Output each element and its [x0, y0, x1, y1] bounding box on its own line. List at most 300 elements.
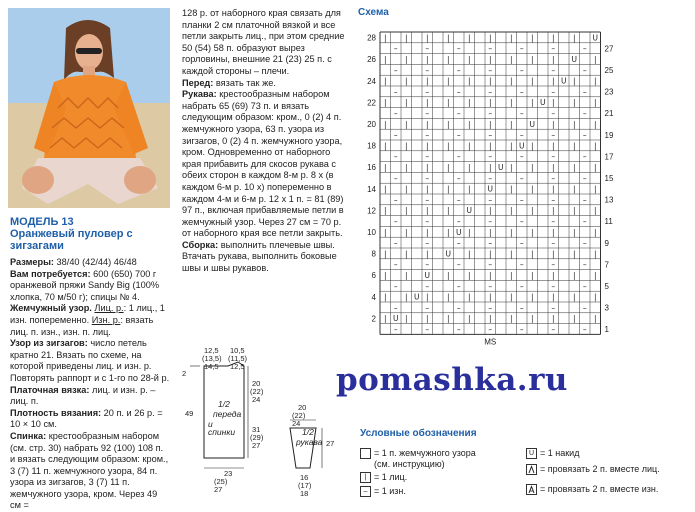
chart-cell-mark: –	[582, 325, 587, 335]
chart-cell-mark: –	[551, 195, 556, 205]
chart-cell-mark: |	[572, 271, 576, 281]
chart-cell-mark: –	[393, 173, 398, 183]
chart-cell-mark: |	[509, 141, 513, 151]
chart-cell-mark: –	[519, 109, 524, 119]
chart-cell-mark: –	[425, 109, 430, 119]
chart-cell-mark: –	[456, 109, 461, 119]
sleeve-bottom-18: 18	[300, 489, 309, 498]
chart-cell-mark: |	[446, 163, 450, 173]
chart-cell-mark: –	[425, 325, 430, 335]
chart-cell-mark: |	[467, 76, 471, 86]
chart-cell-mark: –	[456, 217, 461, 227]
chart-ms-label: MS	[484, 337, 497, 347]
legend-yarnover: = 1 накид	[540, 448, 580, 458]
dim-right-31: 31	[252, 425, 261, 434]
sleeves-value: крестообразным набором набрать 65 (69) 73 п. и вязать следующим образом: кром., 0 (2) 4 п. жемчужного узора, 63 п. узора из зигзагов, 0 (2) 4 п. жемчужного узора, кром. Одновременно от наборного края прибавить для скосов рукава с обеих сторон в каждом 8-м р. 8 х (в каждом 6-м р. 10 х) попеременно в каждом 4-м и 6-м р. 12 х 1 п. = 81 (89) 97 п., включая прибавляемые петли в жемчужный узор. Через 27 см = 70 р. от наборного края все петли закрыть.	[182, 89, 344, 239]
chart-cell-mark: |	[593, 206, 597, 216]
chart-row-label-right: 7	[604, 260, 609, 270]
chart-cell-mark: |	[425, 314, 429, 324]
chart-cell-mark: –	[488, 325, 493, 335]
chart-row-label-left: 12	[367, 206, 376, 216]
chart-cell-mark: |	[488, 271, 492, 281]
chart-cell-mark: |	[467, 141, 471, 151]
sleeve-right-27: 27	[326, 439, 335, 448]
chart-cell-mark: –	[425, 195, 430, 205]
chart-cell-mark: |	[383, 249, 387, 259]
chart-cell-mark: |	[509, 76, 513, 86]
chart-cell-mark: |	[551, 119, 555, 129]
chart-cell-mark: U	[540, 98, 546, 108]
watermark: pomashka.ru	[336, 362, 568, 398]
sleeve-bottom-17: (17)	[298, 481, 312, 490]
chart-cell-mark: |	[551, 184, 555, 194]
chart-cell-mark: –	[425, 260, 430, 270]
chart-cell-mark: |	[404, 33, 408, 43]
empty-square-icon	[360, 448, 371, 459]
chart-cell-mark: |	[488, 33, 492, 43]
chart-cell-mark: |	[509, 55, 513, 65]
chart-cell-mark: |	[530, 141, 534, 151]
chart-cell-mark: |	[593, 76, 597, 86]
chart-cell-mark: –	[456, 238, 461, 248]
chart-cell-mark: –	[582, 87, 587, 97]
chart-cell-mark: |	[446, 227, 450, 237]
plain-label: Платочная вязка:	[10, 384, 90, 395]
chart-row-label-right: 15	[604, 174, 614, 184]
chart-cell-mark: |	[593, 292, 597, 302]
chart-cell-mark: –	[393, 217, 398, 227]
sleeves-label: Рукава:	[182, 89, 217, 100]
chart-cell-mark: –	[456, 303, 461, 313]
chart-cell-mark: –	[488, 281, 493, 291]
chart-row-label-left: 24	[367, 76, 376, 86]
dim-bottom-23: 23	[224, 469, 233, 478]
chart-cell-mark: |	[383, 184, 387, 194]
chart-row-label-left: 8	[371, 249, 376, 259]
legend-purl: = 1 изн.	[374, 486, 406, 496]
chart-cell-mark: |	[530, 163, 534, 173]
chart-cell-mark: |	[404, 141, 408, 151]
dim-bottom-25: (25) 27	[214, 477, 228, 494]
chart-cell-mark: –	[519, 152, 524, 162]
chart-cell-mark: –	[551, 238, 556, 248]
chart-cell-mark: |	[425, 141, 429, 151]
chart-cell-mark: –	[425, 173, 430, 183]
chart-row-label-left: 28	[367, 33, 376, 43]
chart-cell-mark: |	[488, 227, 492, 237]
legend-item-k2tog	[526, 464, 660, 475]
chart-cell-mark: –	[551, 303, 556, 313]
density-label: Плотность вязания:	[10, 407, 102, 418]
chart-cell-mark: –	[519, 325, 524, 335]
scheme-title: Схема	[358, 7, 389, 18]
legend-p2tog: = провязать 2 п. вместе изн.	[540, 484, 659, 494]
sleeve-bottom-16: 16	[300, 473, 309, 482]
legend-k2tog: = провязать 2 п. вместе лиц.	[540, 464, 660, 474]
chart-cell-mark: |	[593, 314, 597, 324]
back-continued: 128 р. от наборного края связать для планки 2 см платочной вязкой и все петли закрыть лиц., при этом средние 50 (54) 58 п. образуют вырез горловины, внешние 21 (23) 25 п. с каждой стороны – плечи.	[182, 8, 345, 76]
chart-cell-mark: |	[404, 55, 408, 65]
chart-cell-mark: |	[404, 314, 408, 324]
chart-cell-mark: |	[551, 55, 555, 65]
chart-cell-mark: |	[383, 314, 387, 324]
chart-cell-mark: –	[488, 44, 493, 54]
chart-cell-mark: –	[393, 238, 398, 248]
chart-cell-mark: U	[424, 271, 430, 281]
chart-cell-mark: |	[530, 76, 534, 86]
chart-cell-mark: |	[446, 141, 450, 151]
legend-item-purl	[360, 486, 406, 497]
chart-cell-mark: |	[446, 206, 450, 216]
chart-cell-mark: |	[572, 184, 576, 194]
chart-row-label-right: 23	[604, 87, 614, 97]
chart-row-label-left: 22	[367, 98, 376, 108]
chart-cell-mark: –	[519, 195, 524, 205]
chart-cell-mark: |	[509, 184, 513, 194]
chart-cell-mark: |	[488, 76, 492, 86]
chart-cell-mark: –	[582, 238, 587, 248]
chart-cell-mark: |	[551, 141, 555, 151]
chart-cell-mark: |	[530, 249, 534, 259]
chart-row-label-right: 19	[604, 130, 614, 140]
chart-cell-mark: |	[530, 184, 534, 194]
chart-cell-mark: |	[572, 119, 576, 129]
pearl-text-1: : 1 лиц., 1 изн. попеременно.	[10, 303, 165, 325]
chart-cell-mark: |	[551, 163, 555, 173]
chart-cell-mark: |	[530, 98, 534, 108]
chart-cell-mark: U	[487, 184, 493, 194]
chart-cell-mark: |	[425, 76, 429, 86]
chart-cell-mark: |	[551, 314, 555, 324]
chart-cell-mark: |	[593, 227, 597, 237]
chart-cell-mark: U	[529, 119, 535, 129]
front-label: Перед:	[182, 77, 214, 88]
dim-right-27: 27	[252, 441, 261, 450]
chart-cell-mark: –	[519, 217, 524, 227]
density-value: 20 п. и 26 р. = 10 × 10 см.	[10, 407, 163, 430]
chart-row-label-left: 10	[367, 228, 376, 238]
chart-cell-mark: U	[498, 163, 504, 173]
chart-cell-mark: |	[446, 292, 450, 302]
chart-cell-mark: |	[509, 249, 513, 259]
chart-cell-mark: –	[393, 130, 398, 140]
dim-right-29: (29)	[250, 433, 264, 442]
chart-cell-mark: –	[582, 130, 587, 140]
chart-cell-mark: |	[530, 271, 534, 281]
legend-pearl-1: = 1 п. жемчужного узора	[374, 448, 476, 458]
body-label-1: 1/2	[218, 399, 230, 409]
chart-cell-mark: –	[425, 87, 430, 97]
dim-right-20: 20	[252, 379, 261, 388]
chart-cell-mark: |	[404, 163, 408, 173]
chart-cell-mark: –	[519, 87, 524, 97]
chart-cell-mark: |	[530, 55, 534, 65]
instructions-column-1	[10, 216, 170, 512]
chart-cell-mark: |	[551, 292, 555, 302]
chart-cell-mark: –	[488, 130, 493, 140]
chart-cell-mark: –	[582, 173, 587, 183]
chart-cell-mark: |	[488, 249, 492, 259]
chart-cell-mark: –	[425, 281, 430, 291]
chart-cell-mark: –	[488, 217, 493, 227]
chart-cell-mark: –	[456, 87, 461, 97]
need-value: 600 (650) 700 г оранжевой пряжи Sandy Big (100% хлопка, 70 м/50 г); спицы № 4.	[10, 268, 160, 302]
chart-cell-mark: |	[551, 249, 555, 259]
chart-row-label-right: 17	[604, 152, 614, 162]
chart-cell-mark: –	[393, 195, 398, 205]
chart-cell-mark: |	[593, 271, 597, 281]
front-value: вязать так же.	[213, 77, 276, 88]
chart-cell-mark: |	[383, 141, 387, 151]
chart-cell-mark: –	[393, 281, 398, 291]
legend-title: Условные обозначения	[360, 428, 477, 439]
pearl-label: Жемчужный узор.	[10, 303, 92, 314]
chart-cell-mark: –	[488, 109, 493, 119]
chart-cell-mark: |	[446, 271, 450, 281]
chart-cell-mark: |	[446, 33, 450, 43]
chart-cell-mark: |	[383, 271, 387, 281]
pearl-text-2: : вязать лиц. п. изн., изн. п. лиц.	[10, 314, 154, 337]
chart-cell-mark: |	[467, 249, 471, 259]
legend-item-knit	[360, 472, 407, 483]
chart-cell-mark: –	[519, 65, 524, 75]
chart-cell-mark: |	[593, 141, 597, 151]
chart-cell-mark: U	[592, 33, 598, 43]
chart-cell-mark: U	[561, 76, 567, 86]
chart-cell-mark: |	[572, 249, 576, 259]
chart-cell-mark: U	[466, 206, 472, 216]
chart-cell-mark: |	[509, 227, 513, 237]
chart-cell-mark: –	[488, 173, 493, 183]
k2tog-icon	[526, 464, 537, 475]
chart-cell-mark: |	[572, 163, 576, 173]
chart-cell-mark: –	[582, 281, 587, 291]
chart-cell-mark: |	[467, 292, 471, 302]
chart-cell-mark: |	[383, 55, 387, 65]
chart-cell-mark: –	[425, 217, 430, 227]
chart-cell-mark: –	[582, 303, 587, 313]
chart-cell-mark: –	[456, 152, 461, 162]
chart-cell-mark: |	[593, 184, 597, 194]
chart-cell-mark: |	[530, 227, 534, 237]
model-title: МОДЕЛЬ 13	[10, 216, 74, 228]
chart-cell-mark: |	[572, 76, 576, 86]
chart-cell-mark: –	[551, 87, 556, 97]
chart-cell-mark: |	[383, 292, 387, 302]
chart-cell-mark: –	[456, 130, 461, 140]
back-label: Спинка:	[10, 430, 47, 441]
chart-cell-mark: |	[509, 314, 513, 324]
chart-cell-mark: –	[393, 260, 398, 270]
chart-cell-mark: |	[572, 141, 576, 151]
chart-cell-mark: |	[467, 184, 471, 194]
chart-cell-mark: |	[509, 292, 513, 302]
chart-cell-mark: –	[456, 44, 461, 54]
chart-cell-mark: –	[456, 260, 461, 270]
chart-cell-mark: –	[582, 195, 587, 205]
chart-cell-mark: –	[582, 109, 587, 119]
chart-cell-mark: |	[446, 98, 450, 108]
chart-cell-mark: |	[551, 76, 555, 86]
chart-cell-mark: |	[404, 206, 408, 216]
pearl-izn: Изн. р.	[91, 314, 121, 325]
chart-cell-mark: |	[530, 206, 534, 216]
chart-row-label-right: 3	[604, 303, 609, 313]
chart-row-label-right: 13	[604, 195, 614, 205]
chart-cell-mark: |	[572, 227, 576, 237]
chart-cell-mark: –	[425, 238, 430, 248]
chart-row-label-right: 21	[604, 109, 614, 119]
chart-cell-mark: |	[425, 55, 429, 65]
chart-cell-mark: |	[446, 184, 450, 194]
chart-cell-mark: –	[393, 325, 398, 335]
chart-cell-mark: |	[572, 33, 576, 43]
chart-cell-mark: –	[551, 281, 556, 291]
chart-cell-mark: |	[425, 33, 429, 43]
chart-cell-mark: |	[488, 314, 492, 324]
dim-left-2: 2	[182, 369, 187, 378]
chart-cell-mark: –	[551, 65, 556, 75]
chart-cell-mark: –	[582, 217, 587, 227]
chart-cell-mark: –	[488, 152, 493, 162]
chart-cell-mark: –	[551, 217, 556, 227]
chart-cell-mark: |	[404, 184, 408, 194]
knitting-chart	[360, 22, 614, 348]
chart-cell-mark: –	[393, 303, 398, 313]
assembly-label: Сборка:	[182, 239, 219, 250]
chart-cell-mark: –	[425, 130, 430, 140]
chart-cell-mark: |	[551, 227, 555, 237]
chart-cell-mark: |	[446, 314, 450, 324]
chart-cell-mark: –	[393, 65, 398, 75]
chart-cell-mark: –	[425, 65, 430, 75]
chart-row-label-left: 2	[371, 314, 376, 324]
legend-item-yarnover	[526, 448, 579, 459]
assembly-value: выполнить плечевые швы. Втачать рукава, выполнить боковые швы и швы рукавов.	[182, 239, 337, 274]
dim-left-49: 49	[185, 409, 194, 418]
chart-cell-mark: |	[530, 33, 534, 43]
chart-cell-mark: –	[425, 303, 430, 313]
chart-cell-mark: |	[509, 33, 513, 43]
chart-cell-mark: |	[488, 141, 492, 151]
chart-cell-mark: |	[509, 98, 513, 108]
chart-cell-mark: –	[582, 260, 587, 270]
chart-cell-mark: |	[593, 249, 597, 259]
chart-cell-mark: –	[456, 65, 461, 75]
dim-top-b: 10,5	[230, 346, 245, 355]
chart-cell-mark: |	[593, 98, 597, 108]
chart-cell-mark: –	[456, 325, 461, 335]
chart-cell-mark: |	[425, 206, 429, 216]
chart-cell-mark: |	[425, 184, 429, 194]
chart-cell-mark: |	[425, 98, 429, 108]
sleeve-top-22: (22) 24	[292, 411, 306, 428]
chart-cell-mark: U	[519, 141, 525, 151]
chart-cell-mark: |	[404, 76, 408, 86]
chart-cell-mark: |	[383, 206, 387, 216]
yarn-over-icon: U	[526, 448, 537, 459]
chart-cell-mark: –	[551, 130, 556, 140]
chart-row-label-right: 1	[604, 325, 609, 335]
dim-right-22: (22)	[250, 387, 264, 396]
dim-right-24: 24	[252, 395, 261, 404]
back-value: крестообразным набором (см. стр. 30) набрать 92 (100) 108 п. и вязать следующим образом: кром., 3 (7) 11 п. жемчужного узора, 84 п. узора из зигзагов, 3 (7) 11 п. жемчужного узора, кром. Через 49 см =	[10, 430, 169, 511]
chart-cell-mark: |	[383, 227, 387, 237]
chart-cell-mark: |	[509, 163, 513, 173]
chart-cell-mark: |	[404, 98, 408, 108]
chart-cell-mark: |	[425, 163, 429, 173]
chart-cell-mark: |	[551, 33, 555, 43]
plain-value: лиц. и изн. р. – лиц. п.	[10, 384, 156, 407]
chart-cell-mark: |	[425, 249, 429, 259]
chart-cell-mark: |	[425, 119, 429, 129]
chart-cell-mark: –	[519, 260, 524, 270]
chart-cell-mark: –	[425, 152, 430, 162]
chart-cell-mark: –	[393, 44, 398, 54]
chart-cell-mark: |	[551, 206, 555, 216]
chart-cell-mark: |	[572, 98, 576, 108]
chart-cell-mark: |	[551, 98, 555, 108]
chart-cell-mark: |	[383, 76, 387, 86]
chart-row-label-right: 25	[604, 66, 614, 76]
chart-cell-mark: |	[467, 271, 471, 281]
chart-cell-mark: –	[519, 130, 524, 140]
chart-cell-mark: |	[509, 119, 513, 129]
chart-cell-mark: –	[582, 152, 587, 162]
chart-cell-mark: –	[519, 173, 524, 183]
chart-cell-mark: |	[488, 292, 492, 302]
chart-cell-mark: |	[425, 292, 429, 302]
legend-item-p2tog	[526, 484, 658, 495]
sleeve-label-1: 1/2	[302, 427, 314, 437]
chart-cell-mark: –	[582, 44, 587, 54]
chart-cell-mark: |	[509, 206, 513, 216]
chart-cell-mark: –	[519, 44, 524, 54]
chart-cell-mark: |	[467, 55, 471, 65]
chart-cell-mark: –	[393, 152, 398, 162]
pearl-lic: Лиц. р.	[94, 303, 124, 314]
dim-top-a3: 14,5	[204, 362, 219, 371]
chart-cell-mark: |	[488, 98, 492, 108]
chart-cell-mark: –	[488, 303, 493, 313]
chart-cell-mark: |	[383, 163, 387, 173]
chart-row-label-left: 4	[371, 292, 376, 302]
legend-item-pearl	[360, 448, 476, 470]
chart-cell-mark: |	[488, 119, 492, 129]
chart-row-label-left: 20	[367, 120, 376, 130]
chart-cell-mark: |	[467, 227, 471, 237]
chart-cell-mark: |	[404, 249, 408, 259]
model-subtitle: Оранжевый пуловер с зигзагами	[10, 228, 133, 252]
chart-cell-mark: –	[488, 260, 493, 270]
chart-cell-mark: |	[551, 271, 555, 281]
chart-cell-mark: |	[404, 271, 408, 281]
chart-cell-mark: U	[445, 249, 451, 259]
chart-cell-mark: |	[593, 119, 597, 129]
model-photo	[8, 8, 170, 208]
chart-cell-mark: |	[572, 314, 576, 324]
chart-cell-mark: –	[393, 109, 398, 119]
chart-cell-mark: –	[456, 195, 461, 205]
legend-pearl-2: (см. инструкцию)	[374, 459, 445, 469]
chart-cell-mark: –	[582, 65, 587, 75]
chart-cell-mark: |	[488, 55, 492, 65]
chart-cell-mark: –	[551, 173, 556, 183]
chart-cell-mark: |	[530, 314, 534, 324]
dim-top-a: 12,5	[204, 346, 219, 355]
knit-icon: |	[360, 472, 371, 483]
chart-row-label-left: 16	[367, 163, 376, 173]
